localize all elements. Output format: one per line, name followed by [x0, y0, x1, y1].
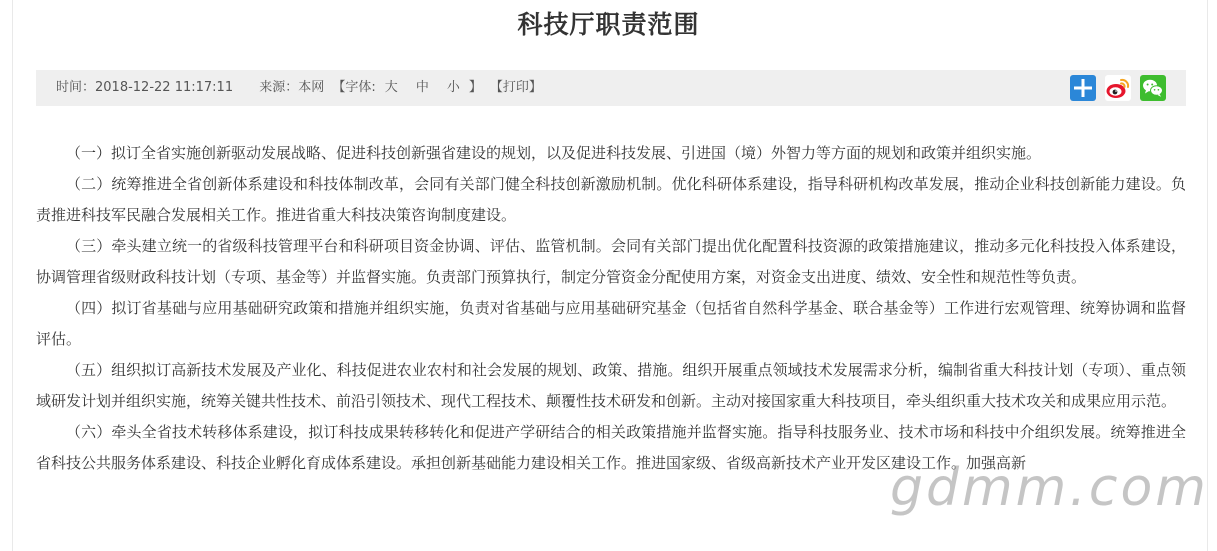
font-size-medium-link[interactable]: 中: [415, 80, 429, 95]
wechat-icon[interactable]: [1140, 75, 1166, 101]
article-body: [36, 138, 1186, 479]
article-paragraph: （四）拟订省基础与应用基础研究政策和措施并组织实施，负责对省基础与应用基础研究基金（包括省自然科学基金、联合基金等）工作进行宏观管理、统筹协调和监督评估。: [36, 299, 1186, 348]
weibo-icon[interactable]: [1105, 75, 1131, 101]
font-size-label-close: 】: [468, 80, 482, 95]
share-toolbar: [1070, 75, 1166, 101]
article-paragraph: （二）统筹推进全省创新体系建设和科技体制改革，会同有关部门健全科技创新激励机制。优化科研体系建设，指导科研机构改革发展，推动企业科技创新能力建设。负责推进科技军民融合发展相关工作。推进省重大科技决策咨询制度建设。: [36, 175, 1186, 224]
publish-time-value: 2018-12-22 11:17:11: [95, 80, 234, 95]
article-meta-info: [56, 70, 542, 106]
frame-border-left: [12, 0, 13, 551]
article-meta-bar: [36, 70, 1186, 106]
article-paragraph: （一）拟订全省实施创新驱动发展战略、促进科技创新强省建设的规划，以及促进科技发展、引进国（境）外智力等方面的规划和政策并组织实施。: [66, 144, 1042, 162]
font-size-large-link[interactable]: 大: [384, 80, 398, 95]
article-paragraph: （六）牵头全省技术转移体系建设，拟订科技成果转移转化和促进产学研结合的相关政策措施并监督实施。指导科技服务业、技术市场和科技中介组织发展。统筹推进全省科技公共服务体系建设、科技企业孵化育成体系建设。承担创新基础能力建设相关工作。推进国家级、省级高新技术产业开发区建设工作。加强高新: [36, 423, 1186, 472]
article-paragraph: （五）组织拟订高新技术发展及产业化、科技促进农业农村和社会发展的规划、政策、措施。组织开展重点领域技术发展需求分析，编制省重大科技计划（专项）、重点领域研发计划并组织实施，统筹关键共性技术、前沿引领技术、现代工程技术、颠覆性技术研发和创新。主动对接国家重大科技项目，牵头组织重大技术攻关和成果应用示范。: [36, 361, 1186, 410]
font-size-label: 【字体:: [332, 80, 376, 95]
source-label: 来源：: [259, 80, 299, 95]
plus-share-icon[interactable]: [1070, 75, 1096, 101]
page-title: 科技厅职责范围: [517, 10, 700, 39]
source-value: 本网: [298, 80, 325, 95]
article-paragraph: （三）牵头建立统一的省级科技管理平台和科研项目资金协调、评估、监管机制。会同有关部门提出优化配置科技资源的政策措施建议，推动多元化科技投入体系建设，协调管理省级财政科技计划（专项、基金等）并监督实施。负责部门预算执行，制定分管资金分配使用方案，对资金支出进度、绩效、安全性和规范性等负责。: [36, 237, 1186, 286]
print-link[interactable]: 【打印】: [489, 80, 542, 95]
font-size-small-link[interactable]: 小: [446, 80, 460, 95]
site-watermark: gdmm.com: [890, 458, 1209, 518]
publish-time-label: 时间：: [56, 80, 96, 95]
